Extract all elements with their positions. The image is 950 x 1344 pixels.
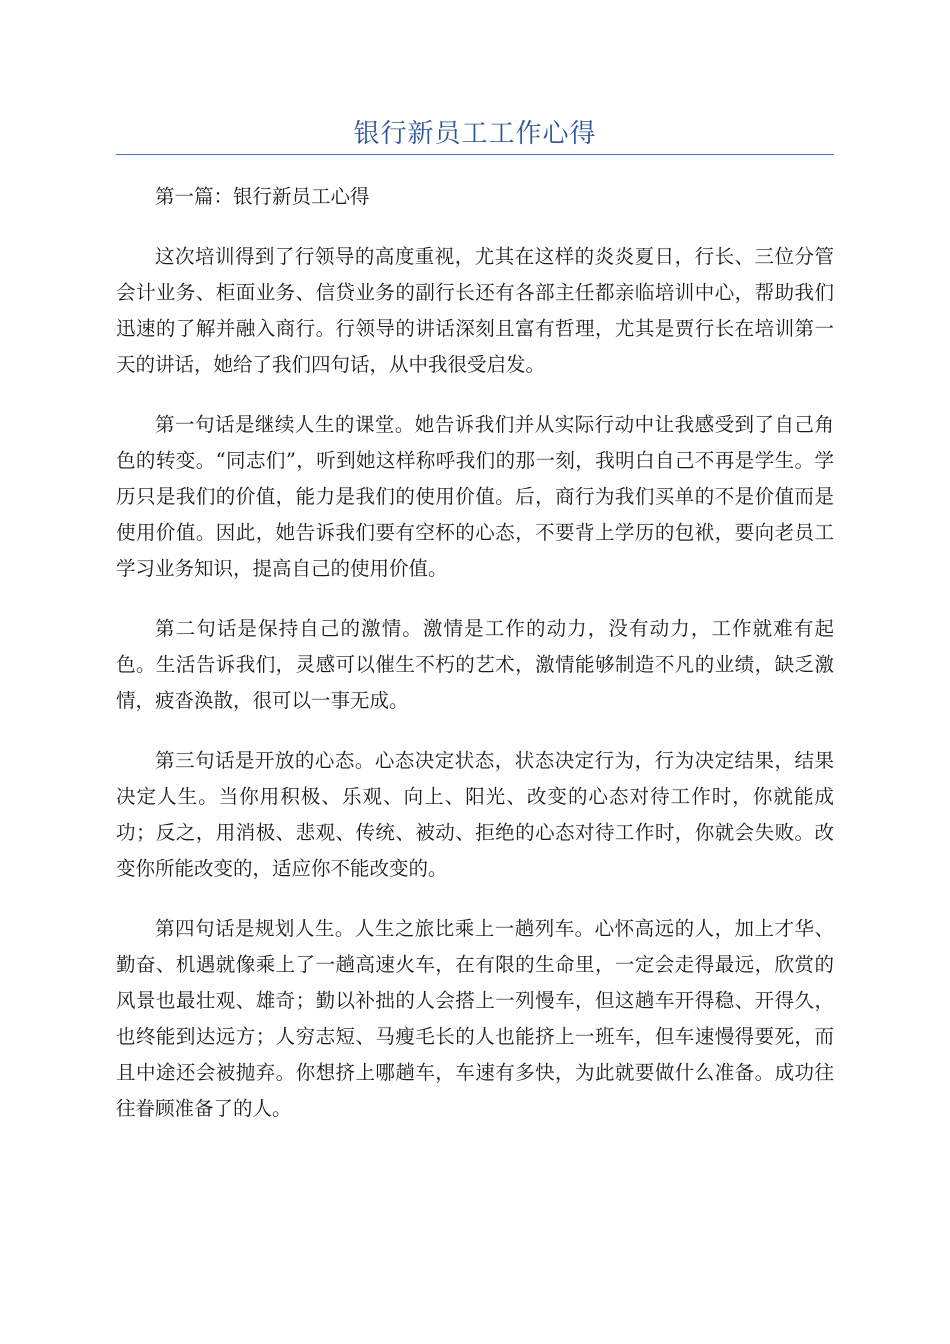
title-underline	[116, 154, 834, 155]
section-heading: 第一篇：银行新员工心得	[155, 185, 370, 208]
paragraph-1: 这次培训得到了行领导的高度重视，尤其在这样的炎炎夏日，行长、三位分管会计业务、柜面业务、信贷业务的副行长还有各部主任都亲临培训中心，帮助我们迅速的了解并融入商行。行领导的讲话深刻且富有哲理，尤其是贾行长在培训第一天的讲话，她给了我们四句话，从中我很受启发。	[116, 245, 834, 376]
document-title: 银行新员工工作心得	[353, 119, 597, 149]
paragraph-5: 第四句话是规划人生。人生之旅比乘上一趟列车。心怀高远的人，加上才华、勤奋、机遇就像乘上了一趟高速火车，在有限的生命里，一定会走得最远，欣赏的风景也最壮观、雄奇；勤以补拙的人会搭上一列慢车，但这趟车开得稳、开得久，也终能到达远方；人穷志短、马瘦毛长的人也能挤上一班车，但车速慢得要死，而且中途还会被抛弃。你想挤上哪趟车，车速有多快，为此就要做什么准备。成功往往眷顾准备了的人。	[116, 917, 834, 1120]
paragraph-3: 第二句话是保持自己的激情。激情是工作的动力，没有动力，工作就难有起色。生活告诉我们，灵感可以催生不朽的艺术，激情能够制造不凡的业绩，缺乏激情，疲沓涣散，很可以一事无成。	[116, 617, 834, 712]
paragraph-2: 第一句话是继续人生的课堂。她告诉我们并从实际行动中让我感受到了自己角色的转变。“同志们”，听到她这样称呼我们的那一刻，我明白自己不再是学生。学历只是我们的价值，能力是我们的使用价值。后，商行为我们买单的不是价值而是使用价值。因此，她告诉我们要有空杯的心态，不要背上学历的包袱，要向老员工学习业务知识，提高自己的使用价值。	[116, 413, 834, 580]
paragraph-4: 第三句话是开放的心态。心态决定状态，状态决定行为，行为决定结果，结果决定人生。当你用积极、乐观、向上、阳光、改变的心态对待工作时，你就能成功；反之，用消极、悲观、传统、被动、拒绝的心态对待工作时，你就会失败。改变你所能改变的，适应你不能改变的。	[116, 749, 834, 880]
document-page	[116, 0, 834, 1127]
